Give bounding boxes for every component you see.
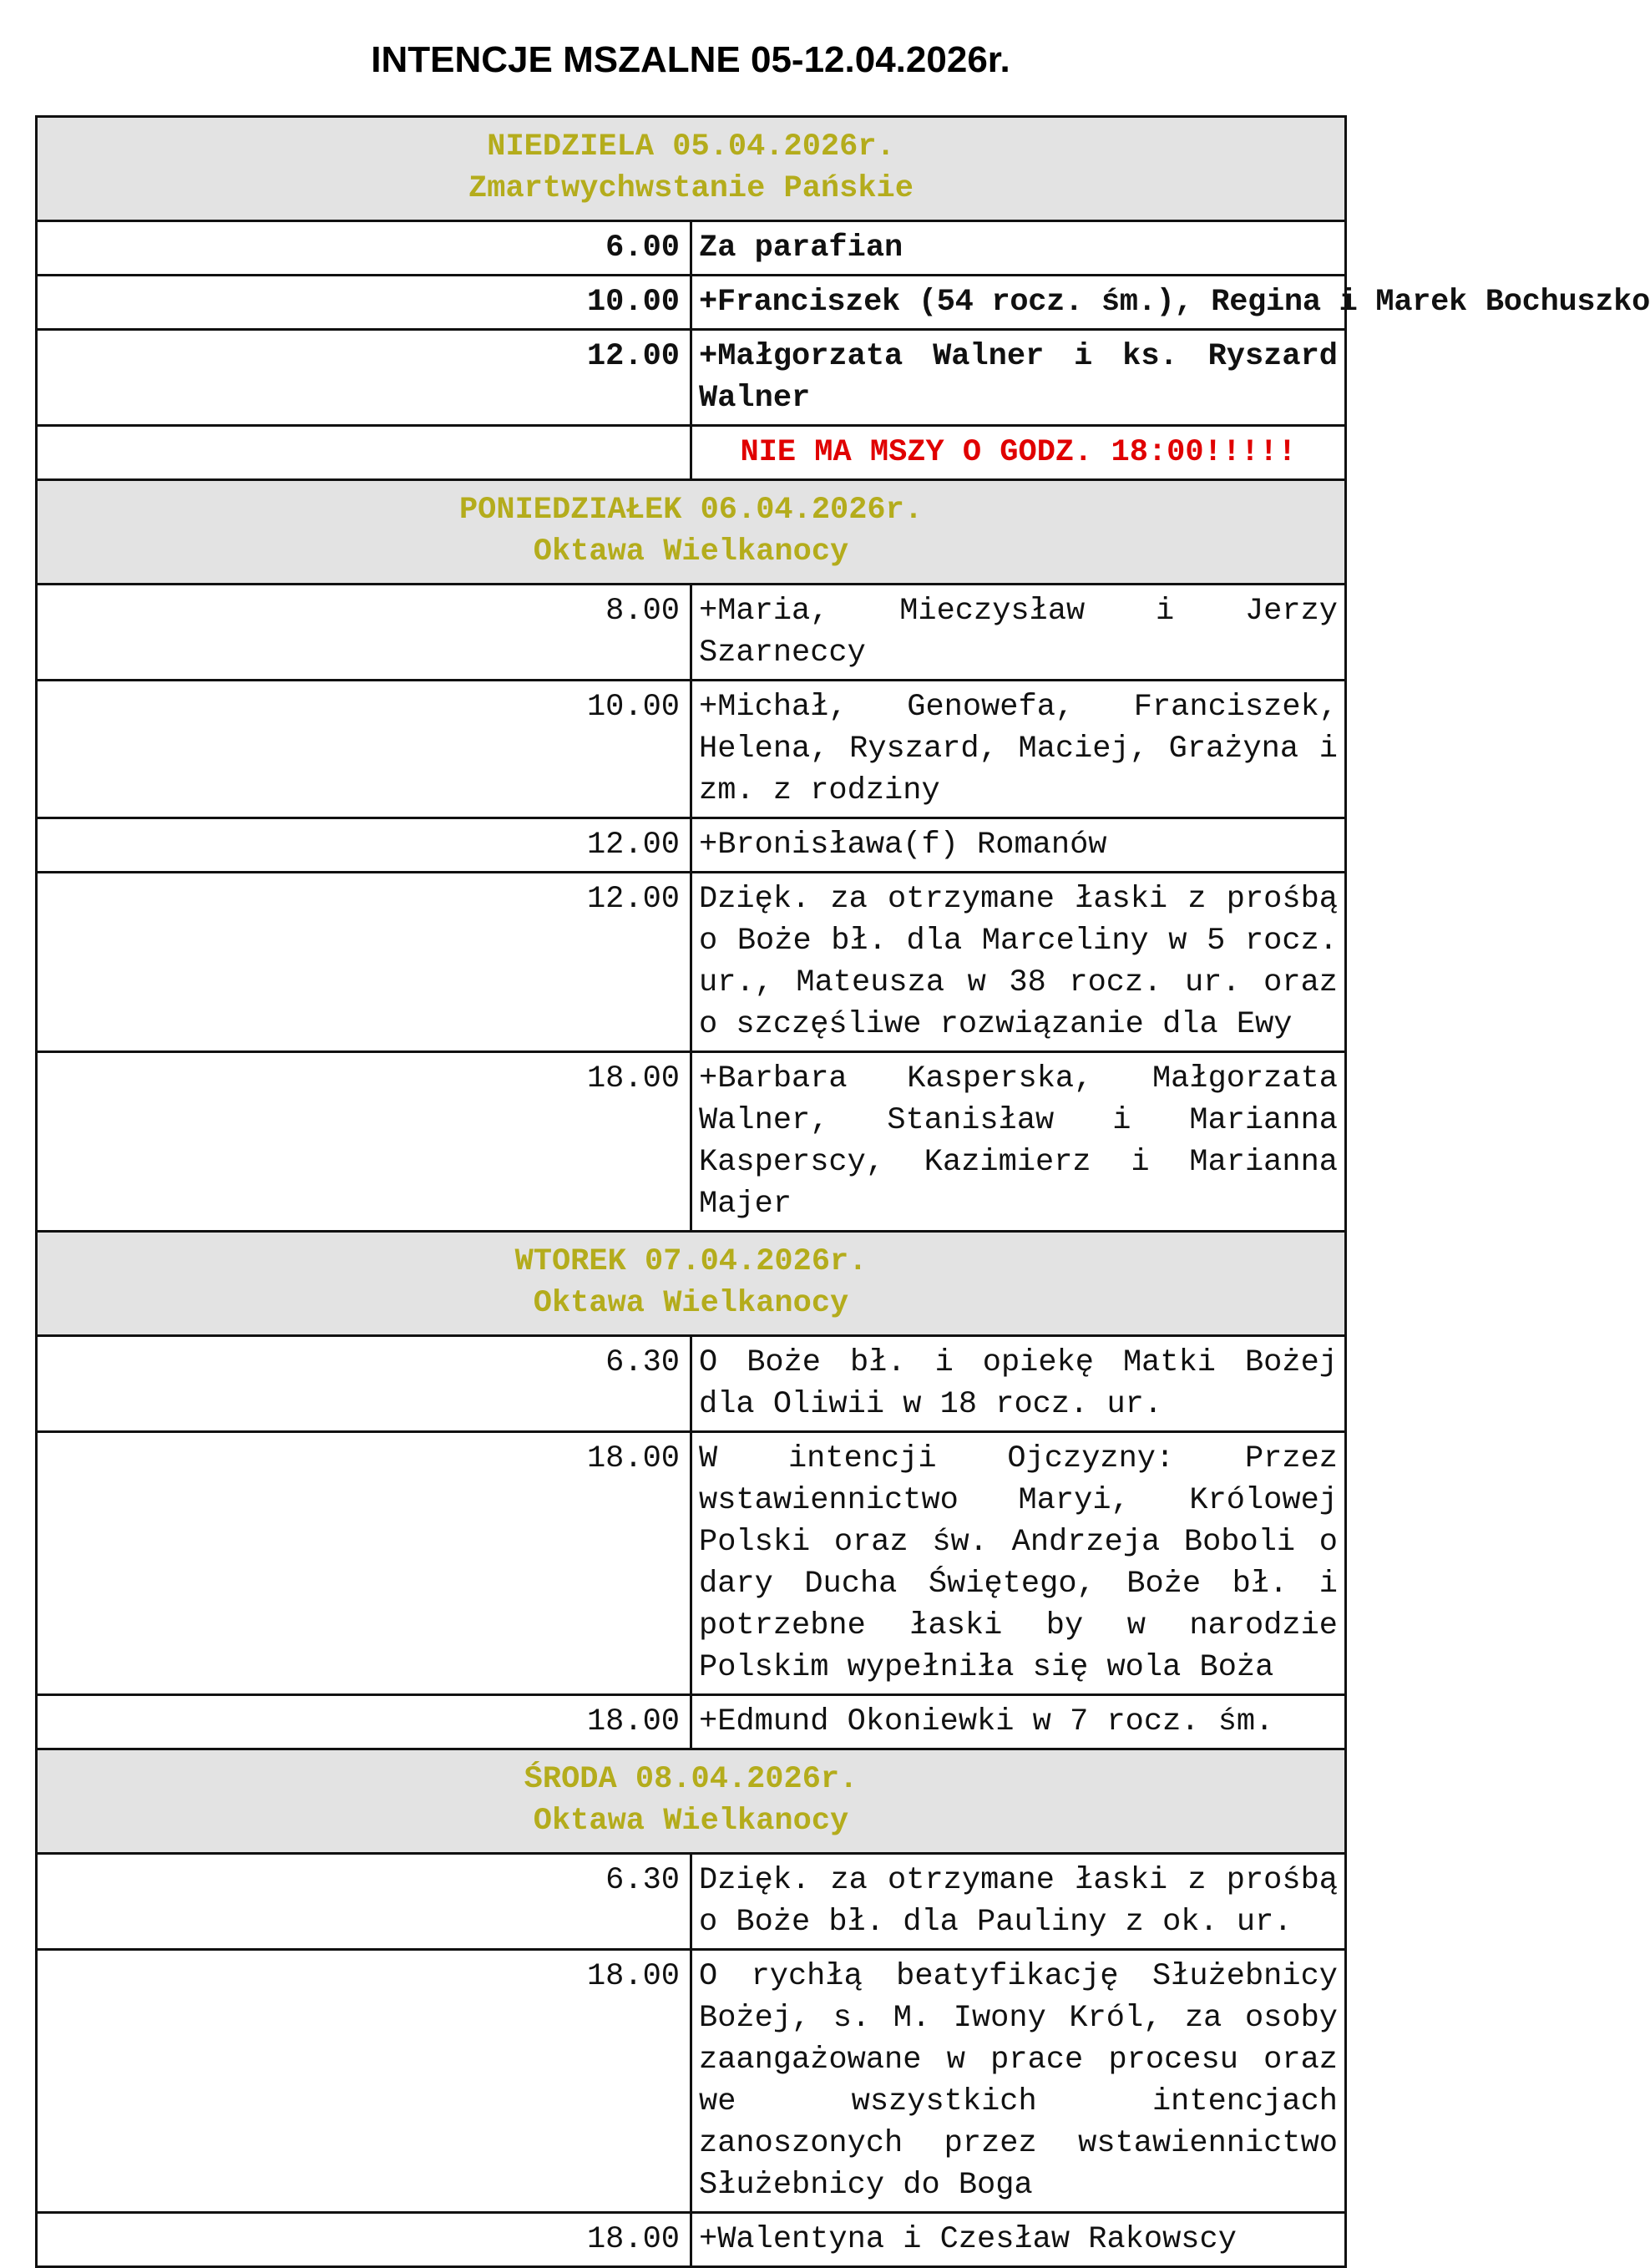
mass-time: 10.00 — [37, 276, 691, 330]
mass-row — [37, 681, 1346, 818]
mass-intention: W intencji Ojczyzny: Przez wstawiennictwo Maryi, Królowej Polski oraz św. Andrzeja Boboli o dary Ducha Świętego, Boże bł. i potrzebne łaski by w narodzie Polskim wypełniła się wola Boża — [691, 1432, 1346, 1695]
mass-intention: +Michał, Genowefa, Franciszek, Helena, Ryszard, Maciej, Grażyna i zm. z rodziny — [691, 681, 1346, 818]
mass-time: 18.00 — [37, 1695, 691, 1749]
day-header — [37, 117, 1346, 221]
day-date: PONIEDZIAŁEK 06.04.2026r. — [458, 493, 924, 528]
mass-time: 8.00 — [37, 585, 691, 681]
mass-row — [37, 585, 1346, 681]
day-header — [37, 1232, 1346, 1336]
day-header-cell — [37, 480, 1346, 585]
mass-time: 12.00 — [37, 873, 691, 1052]
day-feast: Oktawa Wielkanocy — [533, 1804, 849, 1839]
mass-row — [37, 818, 1346, 873]
day-feast: Oktawa Wielkanocy — [533, 534, 849, 570]
mass-row — [37, 873, 1346, 1052]
mass-intention: +Franciszek (54 rocz. śm.), Regina i Marek Bochuszko — [691, 276, 1346, 330]
day-header — [37, 480, 1346, 585]
mass-intention: +Maria, Mieczysław i Jerzy Szarneccy — [691, 585, 1346, 681]
page-title: INTENCJE MSZALNE 05-12.04.2026r. — [371, 39, 1010, 80]
mass-row — [37, 1432, 1346, 1695]
mass-time: 6.30 — [37, 1854, 691, 1950]
mass-row — [37, 2213, 1346, 2267]
mass-intention: +Walentyna i Czesław Rakowscy — [691, 2213, 1346, 2267]
mass-row — [37, 1052, 1346, 1232]
mass-time: 18.00 — [37, 1052, 691, 1232]
mass-intention: +Edmund Okoniewki w 7 rocz. śm. — [691, 1695, 1346, 1749]
notice-row — [37, 426, 1346, 480]
mass-time: 10.00 — [37, 681, 691, 818]
day-header — [37, 1749, 1346, 1854]
day-feast: Zmartwychwstanie Pańskie — [468, 171, 914, 206]
mass-row — [37, 330, 1346, 426]
day-date: ŚRODA 08.04.2026r. — [524, 1762, 858, 1797]
day-feast: Oktawa Wielkanocy — [533, 1286, 849, 1321]
mass-time: 12.00 — [37, 330, 691, 426]
day-header-cell — [37, 117, 1346, 221]
mass-time: 18.00 — [37, 2213, 691, 2267]
mass-time: 12.00 — [37, 818, 691, 873]
mass-intention: +Małgorzata Walner i ks. Ryszard Walner — [691, 330, 1346, 426]
day-header-cell — [37, 1232, 1346, 1336]
mass-intention: O rychłą beatyfikację Służebnicy Bożej, s. M. Iwony Król, za osoby zaangażowane w prace procesu oraz we wszystkich intencjach zanoszonych przez wstawiennictwo Służebnicy do Boga — [691, 1950, 1346, 2213]
mass-time: 18.00 — [37, 1432, 691, 1695]
mass-time: 6.30 — [37, 1336, 691, 1432]
mass-intention: Dzięk. za otrzymane łaski z prośbą o Boże bł. dla Marceliny w 5 rocz. ur., Mateusza w 38 rocz. ur. oraz o szczęśliwe rozwiązanie dla Ewy — [691, 873, 1346, 1052]
mass-row — [37, 221, 1346, 276]
mass-intention: +Bronisława(f) Romanów — [691, 818, 1346, 873]
mass-intention: Dzięk. za otrzymane łaski z prośbą o Boże bł. dla Pauliny z ok. ur. — [691, 1854, 1346, 1950]
day-header-cell — [37, 1749, 1346, 1854]
day-date: WTOREK 07.04.2026r. — [514, 1244, 868, 1279]
mass-intention: +Barbara Kasperska, Małgorzata Walner, Stanisław i Marianna Kasperscy, Kazimierz i Marianna Majer — [691, 1052, 1346, 1232]
mass-intention: O Boże bł. i opiekę Matki Bożej dla Oliwii w 18 rocz. ur. — [691, 1336, 1346, 1432]
mass-row — [37, 276, 1346, 330]
mass-row — [37, 1336, 1346, 1432]
mass-intention: Za parafian — [691, 221, 1346, 276]
mass-time: 18.00 — [37, 1950, 691, 2213]
mass-row — [37, 1950, 1346, 2213]
mass-time: 6.00 — [37, 221, 691, 276]
mass-row — [37, 1695, 1346, 1749]
empty-time-cell — [37, 426, 691, 480]
day-date: NIEDZIELA 05.04.2026r. — [487, 129, 895, 165]
no-mass-notice: NIE MA MSZY O GODZ. 18:00!!!!! — [691, 426, 1346, 480]
mass-row — [37, 1854, 1346, 1950]
mass-schedule-table — [35, 115, 1650, 2268]
